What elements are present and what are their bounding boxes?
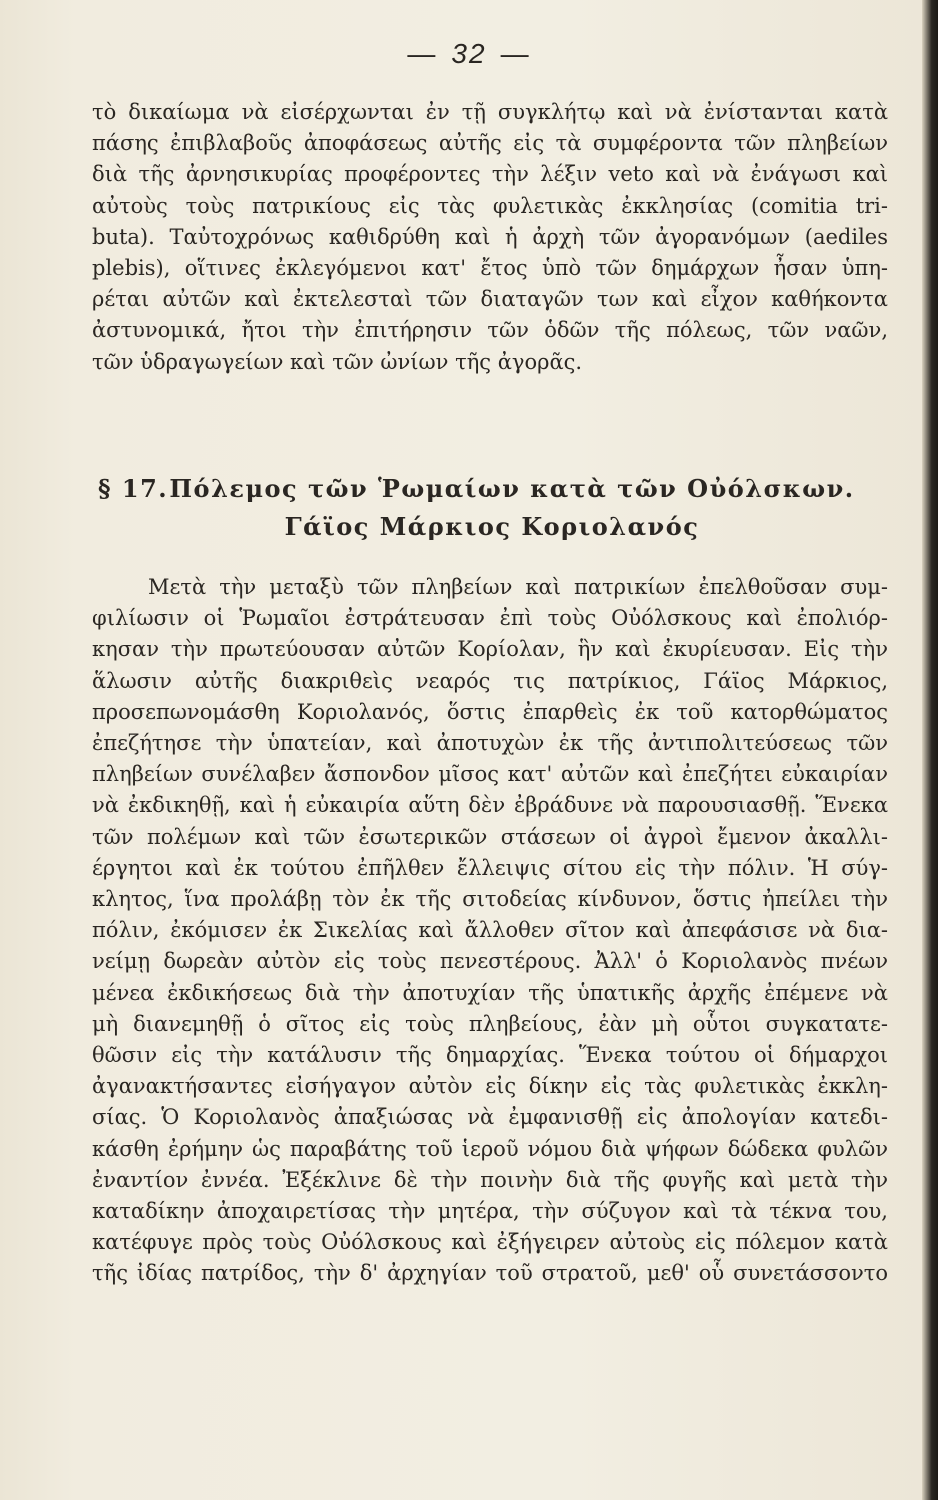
page-binding-edge: [922, 0, 938, 1500]
text-line: plebis), οἵτινες ἐκλεγόμενοι κατ' ἔτος ὑπὸ τῶν δημάρχων ἦσαν ὑπη-: [92, 256, 888, 281]
text-line: φιλίωσιν οἱ Ῥωμαῖοι ἐστράτευσαν ἐπὶ τοὺς Οὐόλσκους καὶ ἐπολιόρ-: [92, 606, 888, 631]
text-line: ἀγανακτήσαντες εἰσήγαγον αὐτὸν εἰς δίκην εἰς τὰς φυλετικὰς ἐκκλη-: [92, 1074, 888, 1099]
text-line: Μετὰ τὴν μεταξὺ τῶν πληβείων καὶ πατρικίων ἐπελθοῦσαν συμ-: [148, 575, 888, 599]
text-line: πληβείων συνέλαβεν ἄσπονδον μῖσος κατ' αὐτῶν καὶ ἐπεζήτει εὐκαιρίαν: [92, 762, 888, 787]
section-body: [92, 572, 888, 1290]
section-title: Πόλεμος τῶν Ῥωμαίων κατὰ τῶν Οὐόλσκων.: [169, 474, 855, 503]
text-line: τῶν πολέμων καὶ τῶν ἐσωτερικῶν στάσεων οἱ ἀγροὶ ἔμενον ἀκαλλι-: [92, 824, 888, 849]
section-heading: [92, 470, 892, 546]
text-line: κλητος, ἵνα προλάβῃ τὸν ἐκ τῆς σιτοδείας κίνδυνον, ὅστις ἠπείλει τὴν: [92, 887, 888, 912]
section-subtitle: Γάϊος Μάρκιος Κοριολανός: [284, 512, 700, 541]
text-line: νὰ ἐκδικηθῇ, καὶ ἡ εὐκαιρία αὕτη δὲν ἐβράδυνε νὰ παρουσιασθῇ. Ἕνεκα: [92, 793, 888, 818]
text-line: ἐπεζήτησε τὴν ὑπατείαν, καὶ ἀποτυχὼν ἐκ τῆς ἀντιπολιτεύσεως τῶν: [92, 731, 888, 756]
text-line: διὰ τῆς ἀρνησικυρίας προφέροντες τὴν λέξιν veto καὶ νὰ ἐνάγωσι καὶ: [92, 162, 888, 187]
text-line: ἅλωσιν αὐτῆς διακριθεὶς νεαρός τις πατρίκιος, Γάϊος Μάρκιος,: [92, 668, 888, 693]
text-line: έργητοι καὶ ἐκ τούτου ἐπῆλθεν ἔλλειψις σίτου εἰς τὴν πόλιν. Ἡ σύγ-: [92, 855, 888, 880]
text-line: αὐτοὺς τοὺς πατρικίους εἰς τὰς φυλετικὰς ἐκκλησίας (comitia tri-: [92, 193, 888, 218]
text-line: κησαν τὴν πρωτεύουσαν αὐτῶν Κορίολαν, ἣν καὶ ἐκυρίευσαν. Εἰς τὴν: [92, 637, 888, 662]
text-line: σίας. Ὁ Κοριολανὸς ἀπαξιώσας νὰ ἐμφανισθῇ εἰς ἀπολογίαν κατεδι-: [92, 1105, 888, 1130]
text-line: πόλιν, ἐκόμισεν ἐκ Σικελίας καὶ ἄλλοθεν σῖτον καὶ ἀπεφάσισε νὰ δια-: [92, 918, 888, 943]
text-line: buta). Ταὐτοχρόνως καθιδρύθη καὶ ἡ ἀρχὴ τῶν ἀγορανόμων (aediles: [92, 224, 888, 249]
page-number: — 32 —: [407, 38, 531, 69]
text-line: ρέται αὐτῶν καὶ ἐκτελεσταὶ τῶν διαταγῶν των καὶ εἶχον καθήκοντα: [92, 287, 888, 312]
text-line: προσεπωνομάσθη Κοριολανός, ὅστις ἐπαρθεὶς ἐκ τοῦ κατορθώματος: [92, 699, 888, 724]
text-line: τὸ δικαίωμα νὰ εἰσέρχωνται ἐν τῇ συγκλήτῳ καὶ νὰ ἐνίστανται κατὰ: [92, 100, 888, 124]
text-line: μὴ διανεμηθῇ ὁ σῖτος εἰς τοὺς πληβείους, ἐὰν μὴ οὗτοι συγκατατε-: [92, 1011, 888, 1036]
text-line: καταδίκην ἀποχαιρετίσας τὴν μητέρα, τὴν σύζυγον καὶ τὰ τέκνα του,: [92, 1199, 888, 1224]
text-line: κατέφυγε πρὸς τοὺς Οὐόλσκους καὶ ἐξήγειρεν αὐτοὺς εἰς πόλεμον κατὰ: [92, 1230, 888, 1255]
text-line: μένεα ἐκδικήσεως διὰ τὴν ἀποτυχίαν τῆς ὑπατικῆς ἀρχῆς ἐπέμενε νὰ: [92, 980, 888, 1005]
text-line: νείμῃ δωρεὰν αὐτὸν εἰς τοὺς πενεστέρους. Ἀλλ' ὁ Κοριολανὸς πνέων: [92, 949, 888, 974]
text-line: πάσης ἐπιβλαβοῦς ἀποφάσεως αὐτῆς εἰς τὰ συμφέροντα τῶν πληβείων: [92, 131, 888, 156]
section-number: § 17.: [98, 474, 169, 503]
text-line: ἀστυνομικά, ἤτοι τὴν ἐπιτήρησιν τῶν ὁδῶν τῆς πόλεως, τῶν ναῶν,: [92, 318, 888, 343]
paragraph-continuation: [92, 97, 888, 378]
text-line: τῶν ὑδραγωγείων καὶ τῶν ὠνίων τῆς ἀγορᾶς.: [92, 349, 583, 374]
text-line: ἐναντίον ἐννέα. Ἐξέκλινε δὲ τὴν ποινὴν διὰ τῆς φυγῆς καὶ μετὰ τὴν: [92, 1167, 888, 1192]
text-line: τῆς ἰδίας πατρίδος, τὴν δ' ἀρχηγίαν τοῦ στρατοῦ, μεθ' οὗ συνετάσσοντο: [92, 1261, 888, 1286]
text-line: θῶσιν εἰς τὴν κατάλυσιν τῆς δημαρχίας. Ἕνεκα τούτου οἱ δήμαρχοι: [92, 1043, 888, 1068]
text-line: κάσθη ἐρήμην ὡς παραβάτης τοῦ ἱεροῦ νόμου διὰ ψήφων δώδεκα φυλῶν: [92, 1136, 888, 1161]
